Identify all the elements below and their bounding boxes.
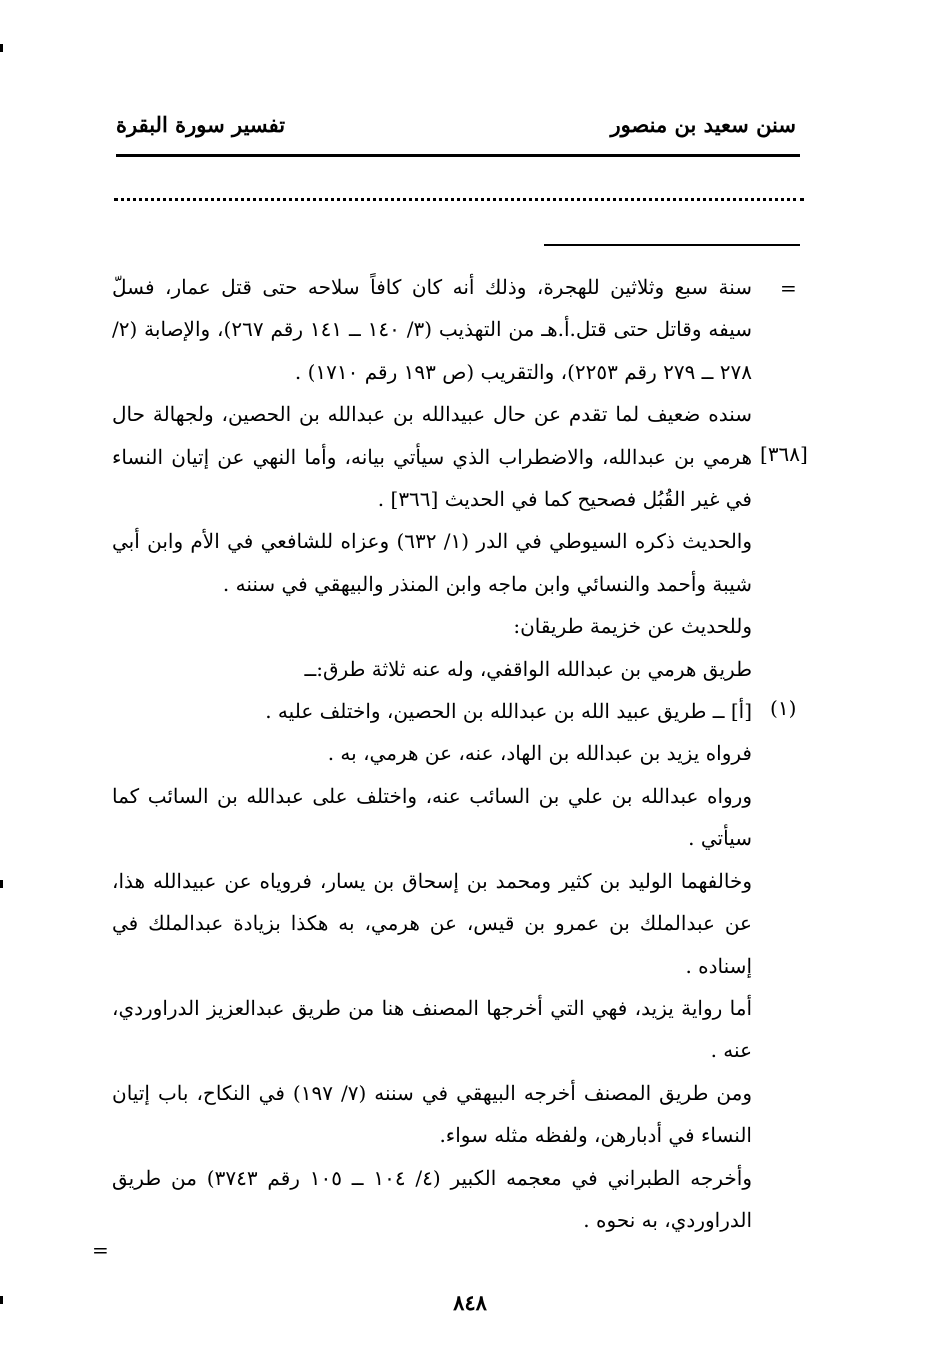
header-rule [116,154,800,157]
paragraph: فرواه يزيد بن عبدالله بن الهاد، عنه، عن هرمي، به . [327,741,752,766]
continuation-mark-bottom: = [92,1238,109,1262]
running-head-section-title: تفسير سورة البقرة [116,112,286,137]
paragraph: وخالفهما الوليد بن كثير ومحمد بن إسحاق بن يسار، فروياه عن عبيدالله هذا، عن عبدالملك بن عمرو بن قيس، عن هرمي، به هكذا بزيادة عبدالملك في إسناده . [112,868,752,978]
paragraph: سنده ضعيف لما تقدم عن حال عبيدالله بن عبدالله بن الحصين، ولجهالة حال هرمي بن عبدالله، والاضطراب الذي سيأتي بيانه، وأما النهي عن إتيان النساء في غير القُبُل فصحيح كما في الحديث [٣٦٦] . [112,402,752,512]
paragraph: وللحديث عن خزيمة طريقان: [513,614,752,639]
paragraph: [أ] ــ طريق عبيد الله بن عبدالله بن الحصين، واختلف عليه . [265,699,752,724]
dotted-separator [114,198,804,201]
footnote-rule [544,244,800,246]
continuation-mark-top: = [780,276,797,300]
hadith-number: [٣٦٨] [760,442,808,466]
paragraph: وأخرجه الطبراني في معجمه الكبير (٤/ ١٠٤ ــ ١٠٥ رقم ٣٧٤٣) من طريق الدراوردي، به نحوه . [112,1165,753,1232]
paragraph: طريق هرمي بن عبدالله الواقفي، وله عنه ثلاثة طرق:ــ [304,656,752,681]
scan-speck [0,1296,3,1304]
scan-speck [0,880,3,888]
scan-speck [0,44,3,52]
paragraph: أما رواية يزيد، فهي التي أخرجها المصنف هنا من طريق عبدالعزيز الدراوردي، عنه . [112,995,752,1063]
paragraph: سنة سبع وثلاثين للهجرة، وذلك أنه كان كافاً سلاحه حتى قتل عمار، فسلّ سيفه وقاتل حتى قتل.أ.هـ من التهذيب (٣/ ١٤٠ ــ ١٤١ رقم ٢٦٧)، والإصابة (٢/ ٢٧٨ ــ ٢٧٩ رقم ٢٢٥٣)، والتقريب (ص ١٩٣ رقم ١٧١٠) . [112,275,753,384]
running-head-book-title: سنن سعيد بن منصور [610,112,796,137]
paragraph: ومن طريق المصنف أخرجه البيهقي في سننه (٧/ ١٩٧) في النكاح، باب إتيان النساء في أدبارهن، ولفظه مثله سواء. [112,1080,752,1148]
page-number: ٨٤٨ [453,1290,487,1315]
paragraph: والحديث ذكره السيوطي في الدر (١/ ٦٣٢) وعزاه للشافعي في الأم وابن أبي شيبة وأحمد والنسائي وابن ماجه وابن المنذر والبيهقي في سننه . [112,529,753,596]
paragraph: ورواه عبدالله بن علي بن السائب عنه، واختلف على عبدالله بن السائب كما سيأتي . [112,783,752,851]
footnote-body [112,266,752,1241]
item-number: (١) [770,696,797,720]
